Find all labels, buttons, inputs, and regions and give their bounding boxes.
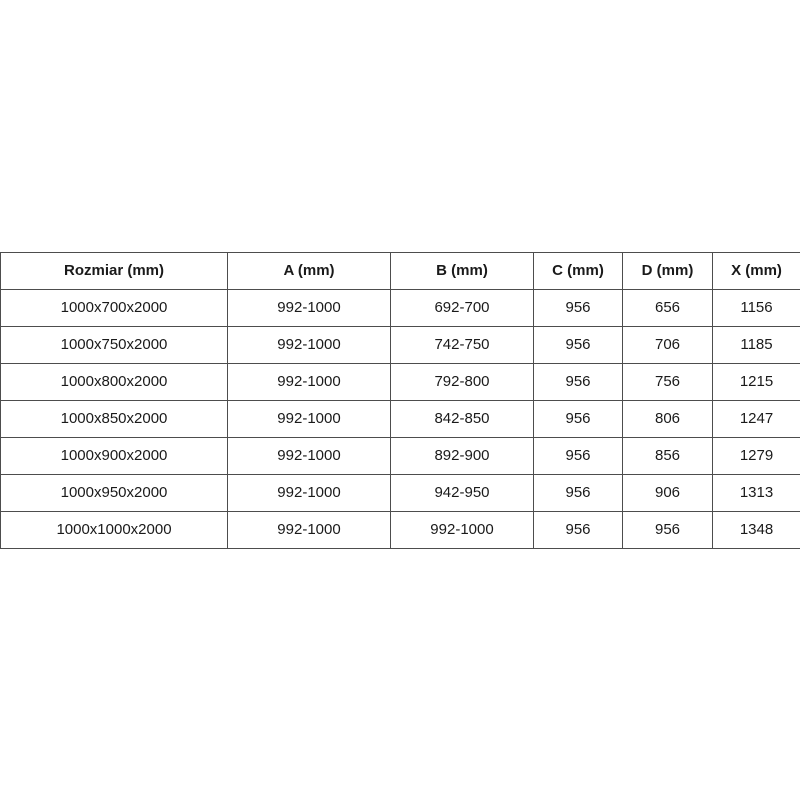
table-cell: 956 — [534, 401, 623, 438]
table-cell: 1279 — [713, 438, 800, 475]
table-cell: 1000x750x2000 — [1, 327, 228, 364]
table-cell: 956 — [534, 475, 623, 512]
size-table-container — [0, 252, 800, 549]
size-specification-table — [0, 252, 800, 549]
table-row — [1, 290, 800, 327]
table-cell: 1247 — [713, 401, 800, 438]
table-row — [1, 438, 800, 475]
table-row — [1, 512, 800, 549]
table-cell: 1000x800x2000 — [1, 364, 228, 401]
table-row — [1, 401, 800, 438]
table-cell: 992-1000 — [228, 438, 391, 475]
table-cell: 956 — [534, 327, 623, 364]
table-cell: 956 — [534, 290, 623, 327]
table-row — [1, 327, 800, 364]
table-cell: 656 — [623, 290, 713, 327]
table-cell: 956 — [534, 512, 623, 549]
table-header-row — [1, 253, 800, 290]
table-cell: 992-1000 — [228, 364, 391, 401]
table-cell: 906 — [623, 475, 713, 512]
column-header-c: C (mm) — [534, 253, 623, 290]
table-cell: 992-1000 — [228, 401, 391, 438]
table-cell: 1000x850x2000 — [1, 401, 228, 438]
table-cell: 956 — [534, 438, 623, 475]
table-cell: 692-700 — [391, 290, 534, 327]
table-cell: 742-750 — [391, 327, 534, 364]
table-cell: 1000x950x2000 — [1, 475, 228, 512]
table-cell: 792-800 — [391, 364, 534, 401]
table-cell: 842-850 — [391, 401, 534, 438]
table-cell: 992-1000 — [228, 475, 391, 512]
table-body — [1, 290, 800, 549]
table-row — [1, 364, 800, 401]
column-header-d: D (mm) — [623, 253, 713, 290]
table-cell: 1215 — [713, 364, 800, 401]
column-header-a: A (mm) — [228, 253, 391, 290]
table-cell: 756 — [623, 364, 713, 401]
table-cell: 1185 — [713, 327, 800, 364]
table-cell: 942-950 — [391, 475, 534, 512]
table-cell: 806 — [623, 401, 713, 438]
table-cell: 1348 — [713, 512, 800, 549]
table-cell: 992-1000 — [391, 512, 534, 549]
table-cell: 1313 — [713, 475, 800, 512]
table-cell: 956 — [623, 512, 713, 549]
table-row — [1, 475, 800, 512]
table-cell: 992-1000 — [228, 290, 391, 327]
column-header-rozmiar: Rozmiar (mm) — [1, 253, 228, 290]
table-cell: 1000x1000x2000 — [1, 512, 228, 549]
table-cell: 706 — [623, 327, 713, 364]
column-header-b: B (mm) — [391, 253, 534, 290]
table-cell: 856 — [623, 438, 713, 475]
table-cell: 1000x700x2000 — [1, 290, 228, 327]
table-cell: 956 — [534, 364, 623, 401]
table-cell: 992-1000 — [228, 512, 391, 549]
table-cell: 1000x900x2000 — [1, 438, 228, 475]
column-header-x: X (mm) — [713, 253, 800, 290]
table-cell: 892-900 — [391, 438, 534, 475]
table-cell: 1156 — [713, 290, 800, 327]
table-cell: 992-1000 — [228, 327, 391, 364]
